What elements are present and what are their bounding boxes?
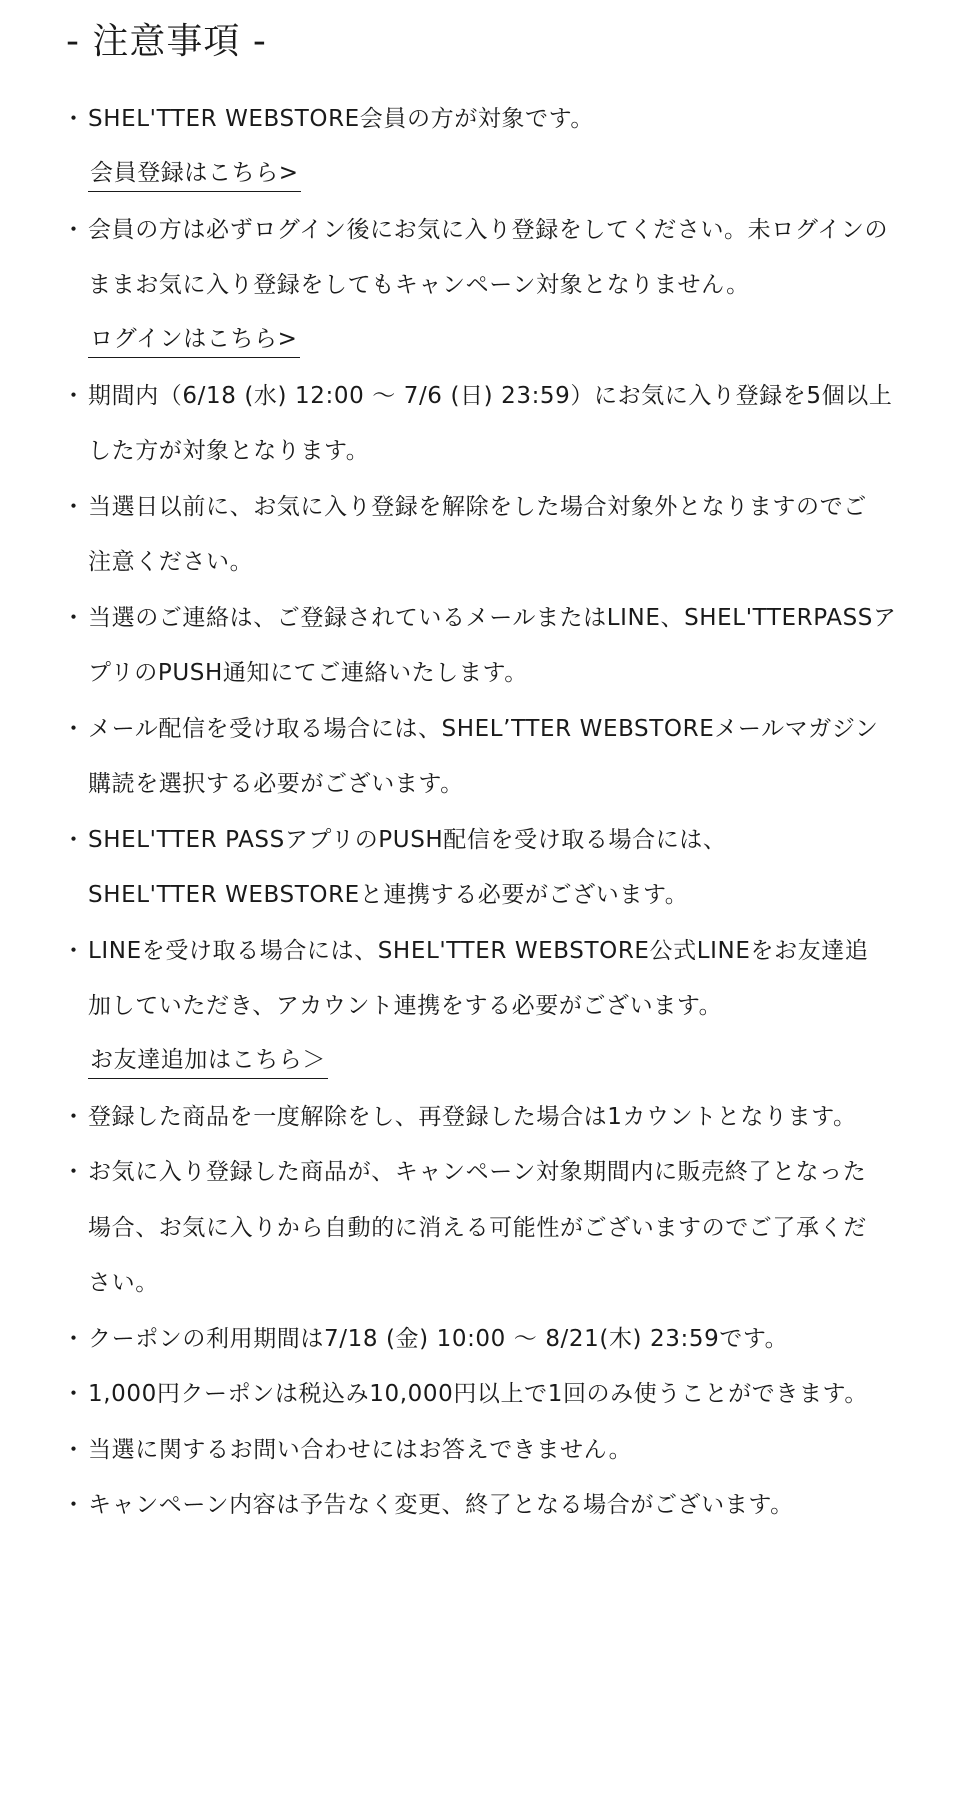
member-register-link[interactable]: 会員登録はこちら> bbox=[88, 155, 301, 192]
note-text: 当選に関するお問い合わせにはお答えできません。 bbox=[88, 1436, 633, 1463]
list-item bbox=[60, 1145, 940, 1312]
bullet-icon: ・ bbox=[62, 937, 85, 964]
list-item bbox=[60, 1478, 940, 1534]
note-text: 登録した商品を一度解除をし、再登録した場合は1カウントとなります。 bbox=[88, 1103, 857, 1130]
note-text: 1,000円クーポンは税込み10,000円以上で1回のみ使うことができます。 bbox=[88, 1381, 868, 1407]
page-title: - 注意事項 - bbox=[66, 21, 267, 62]
note-text: メール配信を受け取る場合には、SHEL’TTER WEBSTOREメールマガジン 購読を選択する必要がございます。 bbox=[88, 715, 879, 797]
note-text: お気に入り登録した商品が、キャンペーン対象期間内に販売終了となった 場合、お気に入りから自動的に消える可能性がございますのでご了承くだ さい。 bbox=[88, 1159, 867, 1296]
bullet-icon: ・ bbox=[62, 106, 85, 132]
note-text: 期間内（6/18 (水) 12:00 〜 7/6 (日) 23:59）にお気に入り登録を5個以上 した方が対象となります。 bbox=[88, 382, 893, 464]
bullet-icon: ・ bbox=[62, 382, 85, 409]
list-item bbox=[60, 924, 940, 1090]
list-item bbox=[60, 369, 940, 480]
login-link[interactable]: ログインはこちら> bbox=[88, 321, 300, 358]
bullet-icon: ・ bbox=[62, 1103, 85, 1130]
bullet-icon: ・ bbox=[62, 1381, 85, 1407]
list-item bbox=[60, 702, 940, 813]
list-item bbox=[60, 591, 940, 702]
list-item bbox=[60, 1312, 940, 1368]
add-friend-link[interactable]: お友達追加はこちら＞ bbox=[88, 1042, 328, 1079]
note-text: クーポンの利用期間は7/18 (金) 10:00 〜 8/21(木) 23:59です。 bbox=[88, 1325, 789, 1352]
bullet-icon: ・ bbox=[62, 1325, 85, 1352]
list-item bbox=[60, 1423, 940, 1479]
note-text: SHEL'TTER WEBSTORE会員の方が対象です。 bbox=[88, 106, 594, 132]
bullet-icon: ・ bbox=[62, 216, 85, 243]
bullet-icon: ・ bbox=[62, 493, 85, 520]
bullet-icon: ・ bbox=[62, 715, 85, 742]
bullet-icon: ・ bbox=[62, 1436, 85, 1463]
bullet-icon: ・ bbox=[62, 826, 85, 853]
list-item bbox=[60, 1090, 940, 1146]
note-text: LINEを受け取る場合には、SHEL'TTER WEBSTORE公式LINEをお友達追 加していただき、アカウント連携をする必要がございます。 bbox=[88, 937, 869, 1019]
note-text: キャンペーン内容は予告なく変更、終了となる場合がございます。 bbox=[88, 1492, 794, 1518]
note-text: 会員の方は必ずログイン後にお気に入り登録をしてください。未ログインの ままお気に入り登録をしてもキャンペーン対象となりません。 bbox=[88, 216, 889, 298]
bullet-icon: ・ bbox=[62, 1492, 85, 1518]
note-text: 当選日以前に、お気に入り登録を解除をした場合対象外となりますのでご 注意ください。 bbox=[88, 493, 867, 575]
list-item bbox=[60, 92, 940, 203]
note-text: SHEL'TTER PASSアプリのPUSH配信を受け取る場合には、 SHEL'TTER WEBSTOREと連携する必要がございます。 bbox=[88, 826, 727, 908]
list-item bbox=[60, 813, 940, 924]
bullet-icon: ・ bbox=[62, 604, 85, 631]
list-item bbox=[60, 1367, 940, 1423]
list-item bbox=[60, 203, 940, 369]
notes-list bbox=[60, 92, 940, 1534]
list-item bbox=[60, 480, 940, 591]
bullet-icon: ・ bbox=[62, 1159, 85, 1185]
note-text: 当選のご連絡は、ご登録されているメールまたはLINE、SHEL'TTERPASSア プリのPUSH通知にてご連絡いたします。 bbox=[88, 604, 897, 686]
